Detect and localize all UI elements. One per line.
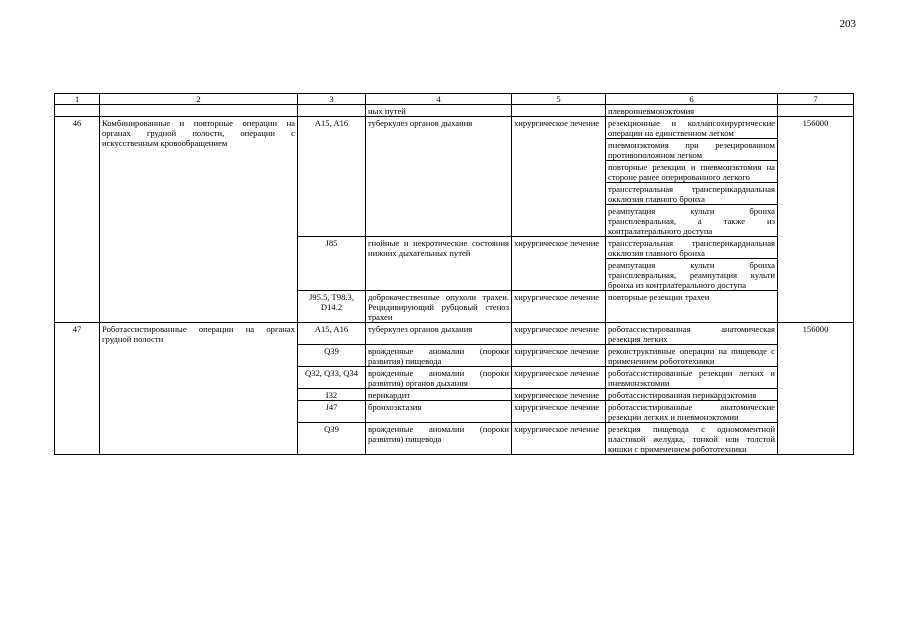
table-row [55, 117, 854, 139]
diagnosis: гнойные и некротические состояния нижних дыхательных путей [366, 237, 512, 291]
treatment-method: повторные резекции и пневмонэктомия на стороне ранее оперированного легкого [606, 161, 778, 183]
medical-care-table [54, 93, 854, 455]
treatment-method: резекционные и коллапсохирургические операции на единственном легком [606, 117, 778, 139]
header-cell-5: 5 [512, 94, 606, 105]
icd-code: Q39 [298, 423, 366, 455]
page-number: 203 [839, 18, 856, 30]
diagnosis: туберкулез органов дыхания [366, 323, 512, 345]
header-cell-1: 1 [55, 94, 100, 105]
treatment-method: роботассистированные резекции легких и пневмонэктомии [606, 367, 778, 389]
diagnosis: перикардит [366, 389, 512, 401]
treatment-method: роботассистированная перикардэктомия [606, 389, 778, 401]
treatment-type: хирургическое лечение [512, 345, 606, 367]
diagnosis: врожденные аномалии (пороки развития) пищевода [366, 423, 512, 455]
diagnosis: врожденные аномалии (пороки развития) пищевода [366, 345, 512, 367]
treatment-method: реконструктивные операции на пищеводе с применением робототехники [606, 345, 778, 367]
diagnosis: врожденные аномалии (пороки развития) органов дыхания [366, 367, 512, 389]
treatment-method: повторные резекции трахеи [606, 291, 778, 323]
diagnosis: доброкачественные опухоли трахеи. Рецидивирующий рубцовый стеноз трахеи [366, 291, 512, 323]
table-row [55, 323, 854, 345]
entry-number: 46 [55, 117, 100, 323]
icd-code: Q39 [298, 345, 366, 367]
header-cell-2: 2 [100, 94, 298, 105]
continuation-name [100, 105, 298, 117]
treatment-type: хирургическое лечение [512, 367, 606, 389]
icd-code: J85 [298, 237, 366, 291]
treatment-type: хирургическое лечение [512, 423, 606, 455]
treatment-type: хирургическое лечение [512, 117, 606, 237]
continuation-treatment [512, 105, 606, 117]
continuation-price [778, 105, 854, 117]
diagnosis: туберкулез органов дыхания [366, 117, 512, 237]
treatment-type: хирургическое лечение [512, 389, 606, 401]
entry-price: 156000 [778, 323, 854, 455]
icd-code: A15, A16 [298, 323, 366, 345]
continuation-num [55, 105, 100, 117]
icd-code: Q32, Q33, Q34 [298, 367, 366, 389]
continuation-row [55, 105, 854, 117]
header-cell-4: 4 [366, 94, 512, 105]
treatment-method: пневмонэктомия при резецированном противоположном легком [606, 139, 778, 161]
entry-number: 47 [55, 323, 100, 455]
treatment-method: трансстернальная трансперикардиальная окклюзия главного бронха [606, 183, 778, 205]
icd-code: A15, A16 [298, 117, 366, 237]
treatment-type: хирургическое лечение [512, 401, 606, 423]
continuation-code [298, 105, 366, 117]
entry-price: 156000 [778, 117, 854, 323]
icd-code: I32 [298, 389, 366, 401]
treatment-type: хирургическое лечение [512, 291, 606, 323]
header-cell-7: 7 [778, 94, 854, 105]
treatment-method: роботассистированные анатомические резекции легких и пневмонэктомии [606, 401, 778, 423]
entry-name: Роботассистированные операции на органах грудной полости [100, 323, 298, 455]
icd-code: J95.5, T98.3, D14.2 [298, 291, 366, 323]
treatment-method: роботассистированная анатомическая резекция легких [606, 323, 778, 345]
treatment-type: хирургическое лечение [512, 237, 606, 291]
diagnosis: бронхоэктазия [366, 401, 512, 423]
treatment-type: хирургическое лечение [512, 323, 606, 345]
icd-code: J47 [298, 401, 366, 423]
header-cell-3: 3 [298, 94, 366, 105]
continuation-method: плевропневмонэктомия [606, 105, 778, 117]
continuation-diagnosis: ных путей [366, 105, 512, 117]
header-cell-6: 6 [606, 94, 778, 105]
header-row [55, 94, 854, 105]
treatment-method: реампутация культи бронха трансплевральная, а также из контралатерального доступа [606, 205, 778, 237]
treatment-method: резекция пищевода с одномоментной пластикой желудка, тонкой или толстой кишки с применением робототехники [606, 423, 778, 455]
entry-name: Комбинированные и повторные операции на органах грудной полости, операции с искусственным кровообращением [100, 117, 298, 323]
treatment-method: реампутация культи бронха трансплевральная, реампутация культи бронха из контрлатерального доступа [606, 259, 778, 291]
treatment-method: трансстернальная трансперикардиальная окклюзия главного бронха [606, 237, 778, 259]
